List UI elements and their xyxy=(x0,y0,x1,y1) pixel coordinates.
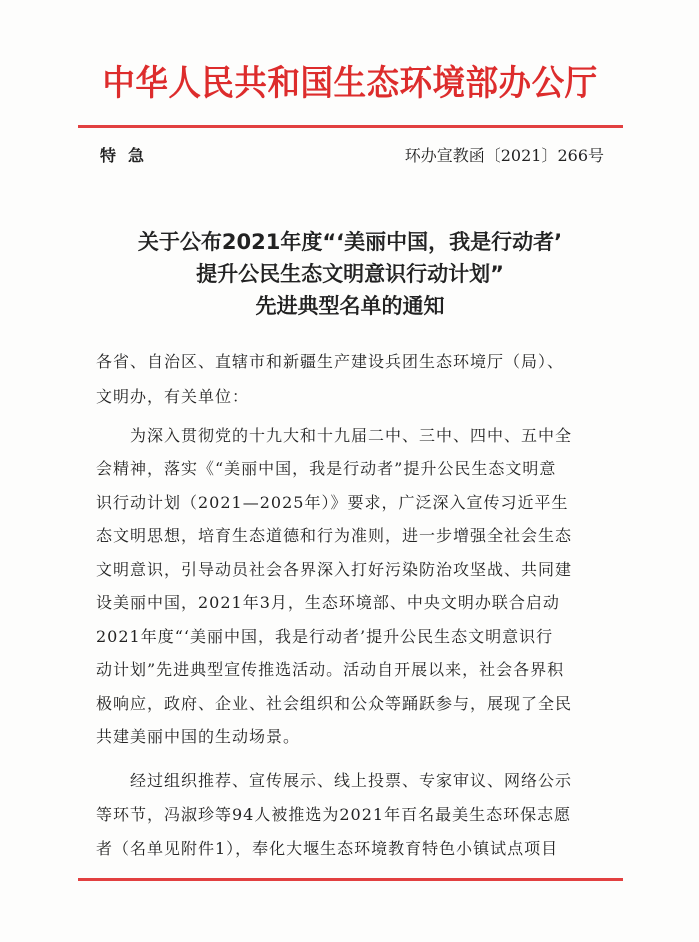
body-line-6: 态文明思想，培育生态道德和行为准则，进一步增强全社会生态 xyxy=(96,526,573,545)
notice-title-line-1: 关于公布2021年度“‘美丽中国，我是行动者’ xyxy=(137,230,563,254)
notice-title-line-2: 提升公民生态文明意识行动计划” xyxy=(196,262,504,286)
body-line-14: 等环节，冯淑珍等94人被推选为2021年百名最美生态环保志愿 xyxy=(96,805,572,824)
body-line-8: 设美丽中国，2021年3月，生态环境部、中央文明办联合启动 xyxy=(96,593,560,612)
body-line-10: 动计划”先进典型宣传推选活动。活动自开展以来，社会各界积 xyxy=(96,660,565,679)
body-line-12: 共建美丽中国的生动场景。 xyxy=(96,727,301,746)
body-line-5: 识行动计划（2021—2025年）》要求，广泛深入宣传习近平生 xyxy=(96,493,569,512)
body-line-2: 文明办，有关单位： xyxy=(96,387,250,406)
body-line-3: 为深入贯彻党的十九大和十九届二中、三中、四中、五中全 xyxy=(130,426,573,445)
footer-divider xyxy=(78,878,623,881)
body-line-15: 者（名单见附件1），奉化大堰生态环境教育特色小镇试点项目 xyxy=(96,839,559,858)
urgency-label: 特急 xyxy=(100,146,157,165)
body-line-4: 会精神，落实《“美丽中国，我是行动者”提升公民生态文明意 xyxy=(96,459,557,478)
letterhead-title: 中华人民共和国生态环境部办公厅 xyxy=(102,64,598,104)
body-line-7: 文明意识，引导动员社会各界深入打好污染防治攻坚战、共同建 xyxy=(96,560,573,579)
notice-title-line-3: 先进典型名单的通知 xyxy=(255,294,445,318)
body-line-9: 2021年度“‘美丽中国，我是行动者’提升公民生态文明意识行 xyxy=(96,627,554,646)
document-number: 环办宣教函〔2021〕266号 xyxy=(404,146,604,165)
body-line-13: 经过组织推荐、宣传展示、线上投票、专家审议、网络公示 xyxy=(130,771,573,790)
letterhead-divider xyxy=(78,125,623,128)
body-line-11: 极响应，政府、企业、社会组织和公众等踊跃参与，展现了全民 xyxy=(96,694,573,713)
body-line-1: 各省、自治区、直辖市和新疆生产建设兵团生态环境厅（局）、 xyxy=(96,352,565,371)
